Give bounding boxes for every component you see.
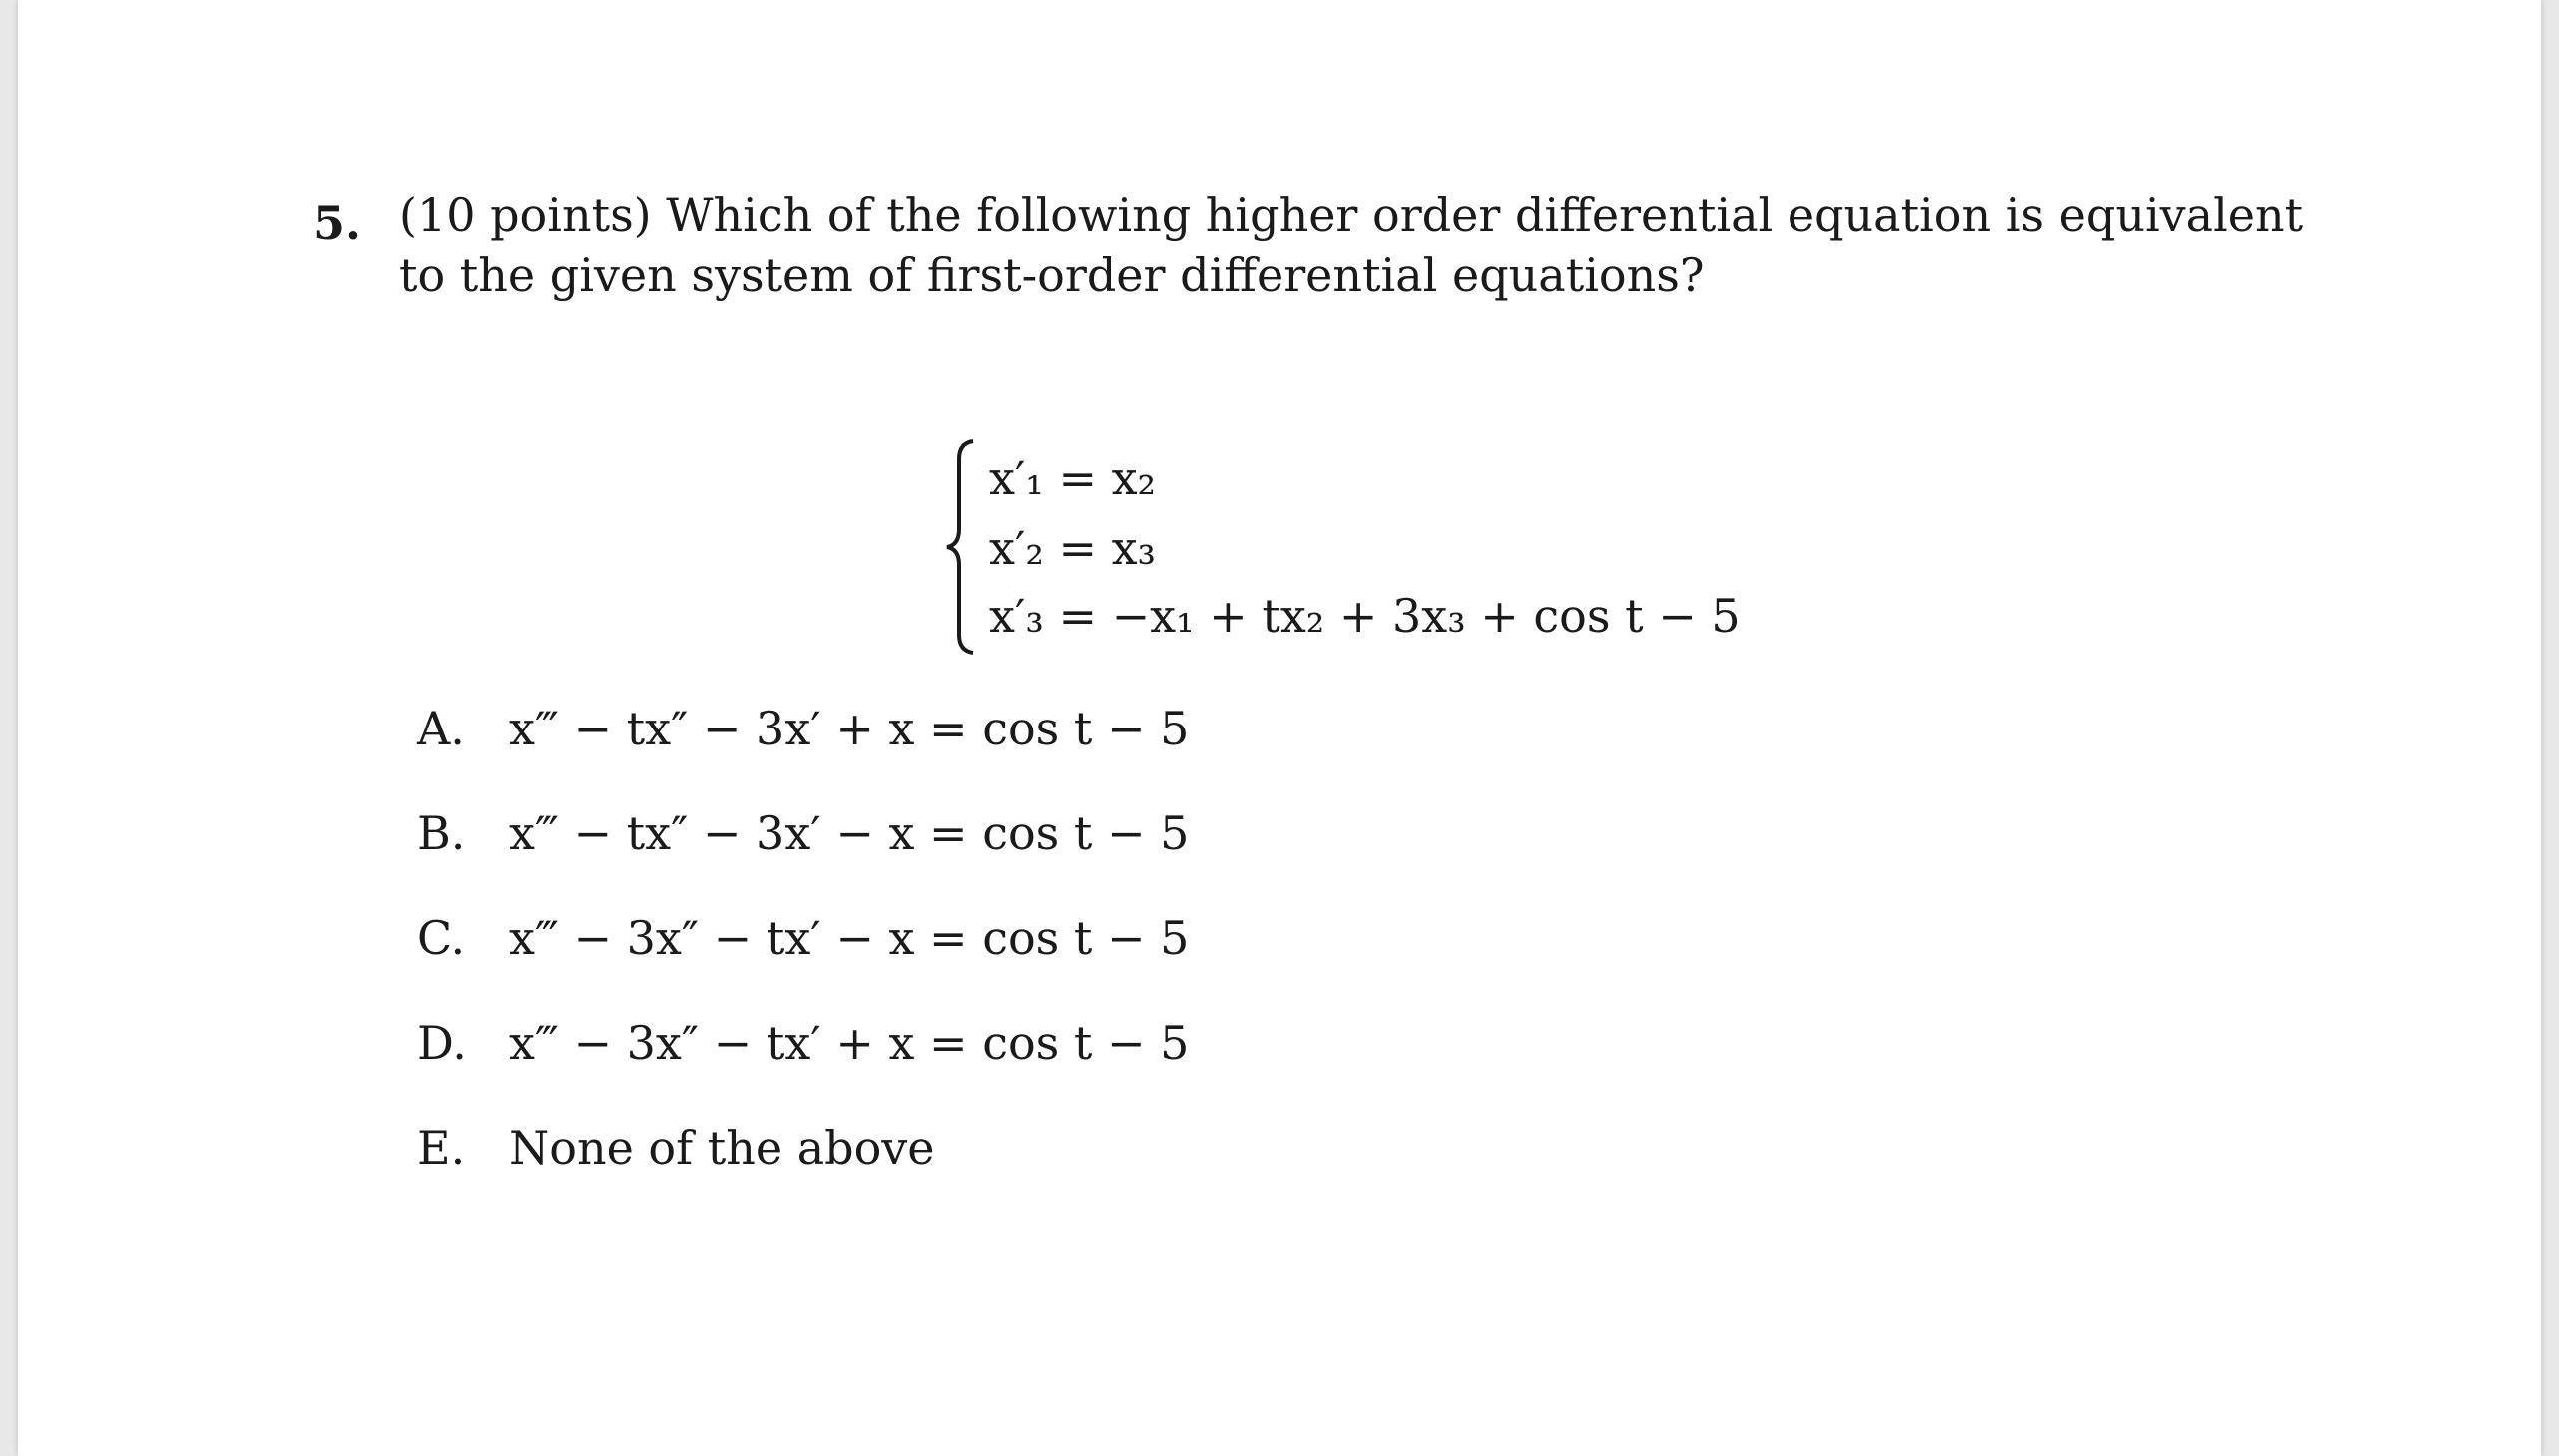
choice-text: x‴ − 3x″ − tx′ + x = cos t − 5 [509, 1016, 1190, 1070]
problem-number: 5. [313, 196, 362, 249]
problem-text: (10 points) Which of the following higher order differential equation is equivalent to the given system of first-order differential equations? [399, 188, 2303, 302]
choice-label: B. [417, 806, 466, 860]
choice-text: x‴ − tx″ − 3x′ − x = cos t − 5 [509, 806, 1190, 860]
system-equation-1: x′₁ = x₂ [989, 451, 1156, 505]
choice-b[interactable] [417, 806, 1189, 860]
document-page [18, 0, 2541, 1456]
choice-c[interactable] [417, 911, 1189, 965]
choice-label: E. [417, 1121, 466, 1175]
system-equation-3: x′₃ = −x₁ + tx₂ + 3x₃ + cos t − 5 [989, 589, 1741, 643]
choice-label: D. [417, 1016, 467, 1070]
choice-e[interactable] [417, 1121, 935, 1175]
left-brace [941, 437, 981, 657]
choice-label: C. [417, 911, 466, 965]
system-equation-2: x′₂ = x₃ [989, 521, 1156, 575]
choice-a[interactable] [417, 702, 1189, 755]
choice-text: x‴ − 3x″ − tx′ − x = cos t − 5 [509, 911, 1190, 965]
choice-d[interactable] [417, 1016, 1189, 1070]
choice-label: A. [417, 702, 465, 755]
choice-text: x‴ − tx″ − 3x′ + x = cos t − 5 [509, 702, 1190, 755]
choice-text: None of the above [509, 1121, 935, 1175]
